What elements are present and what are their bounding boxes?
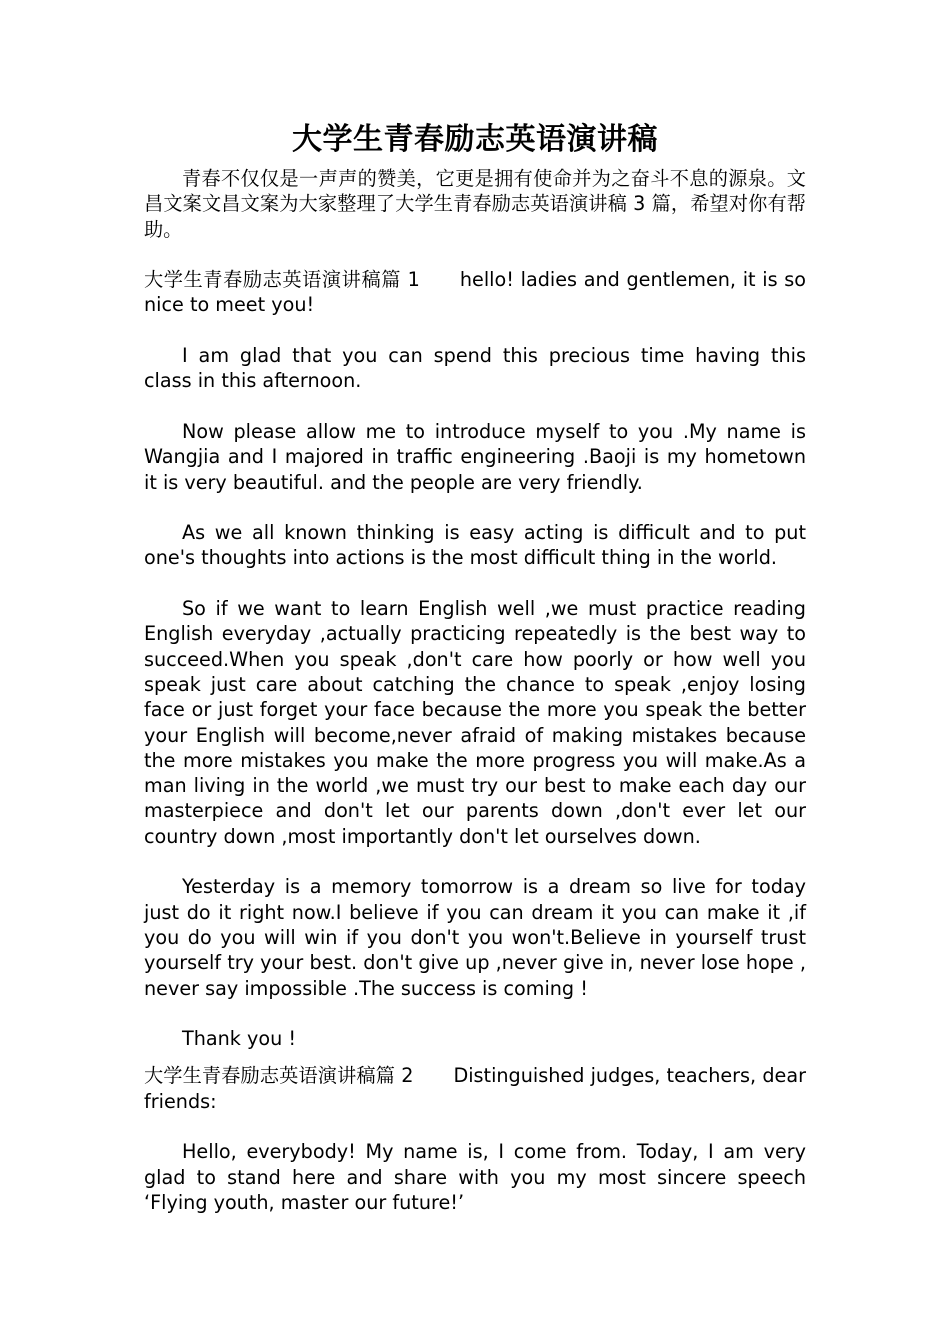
spacer bbox=[144, 394, 806, 419]
section-1-heading bbox=[144, 267, 806, 318]
document-title: 大学生青春励志英语演讲稿 bbox=[292, 122, 658, 157]
section-1-first-line: hello! ladies and gentlemen, it is so nice to meet you! bbox=[144, 268, 806, 317]
section-2-heading bbox=[144, 1063, 806, 1114]
spacer bbox=[144, 242, 806, 267]
paragraph: As we all known thinking is easy acting is difficult and to put one's thoughts into actions is the most difficult thing in the world. bbox=[144, 521, 806, 570]
paragraph: Hello, everybody! My name is, I come from. Today, I am very glad to stand here and share with you my most sincere speech ‘Flying youth, master our future!’ bbox=[144, 1140, 806, 1214]
section-1-label: 大学生青春励志英语演讲稿篇 1 bbox=[144, 268, 420, 292]
paragraph: So if we want to learn English well ,we must practice reading English everyday ,actually practicing repeatedly is the best way to succeed.When you speak ,don't care how poorly or how well you speak just care about catching the chance to speak ,enjoy losing face or just forget your face because the more you speak the better your English will become,never afraid of making mistakes because the more mistakes you make the more progress you will make.As a man living in the world ,we must try our best to make each day our masterpiece and don't let our parents down ,don't ever let our country down ,most importantly don't let ourselves down. bbox=[144, 597, 806, 848]
spacer bbox=[144, 1114, 806, 1139]
spacer bbox=[144, 1051, 806, 1063]
spacer bbox=[144, 495, 806, 520]
spacer bbox=[144, 1001, 806, 1026]
paragraph: Now please allow me to introduce myself to you .My name is Wangjia and I majored in traffic engineering .Baoji is my hometown it is very beautiful. and the people are very friendly. bbox=[144, 419, 806, 494]
spacer bbox=[144, 571, 806, 596]
section-2-first-line: Distinguished judges, teachers, dear friends: bbox=[144, 1064, 806, 1113]
spacer bbox=[144, 318, 806, 343]
paragraph: Yesterday is a memory tomorrow is a dream so live for today just do it right now.I believe if you can dream it you can make it ,if you do you will win if you don't you won't.Believe in yourself trust yourself try your best. don't give up ,never give in, never lose hope , never say impossible .The success is coming ! bbox=[144, 875, 806, 1000]
paragraph: I am glad that you can spend this precious time having this class in this afternoon. bbox=[144, 344, 806, 393]
paragraph: Thank you ! bbox=[182, 1027, 297, 1051]
document-page bbox=[144, 118, 806, 1215]
intro-paragraph: 青春不仅仅是一声声的赞美，它更是拥有使命并为之奋斗不息的源泉。文昌文案文昌文案为大家整理了大学生青春励志英语演讲稿 3 篇，希望对你有帮助。 bbox=[144, 167, 806, 241]
spacer bbox=[144, 849, 806, 874]
section-2-label: 大学生青春励志英语演讲稿篇 2 bbox=[144, 1064, 414, 1088]
